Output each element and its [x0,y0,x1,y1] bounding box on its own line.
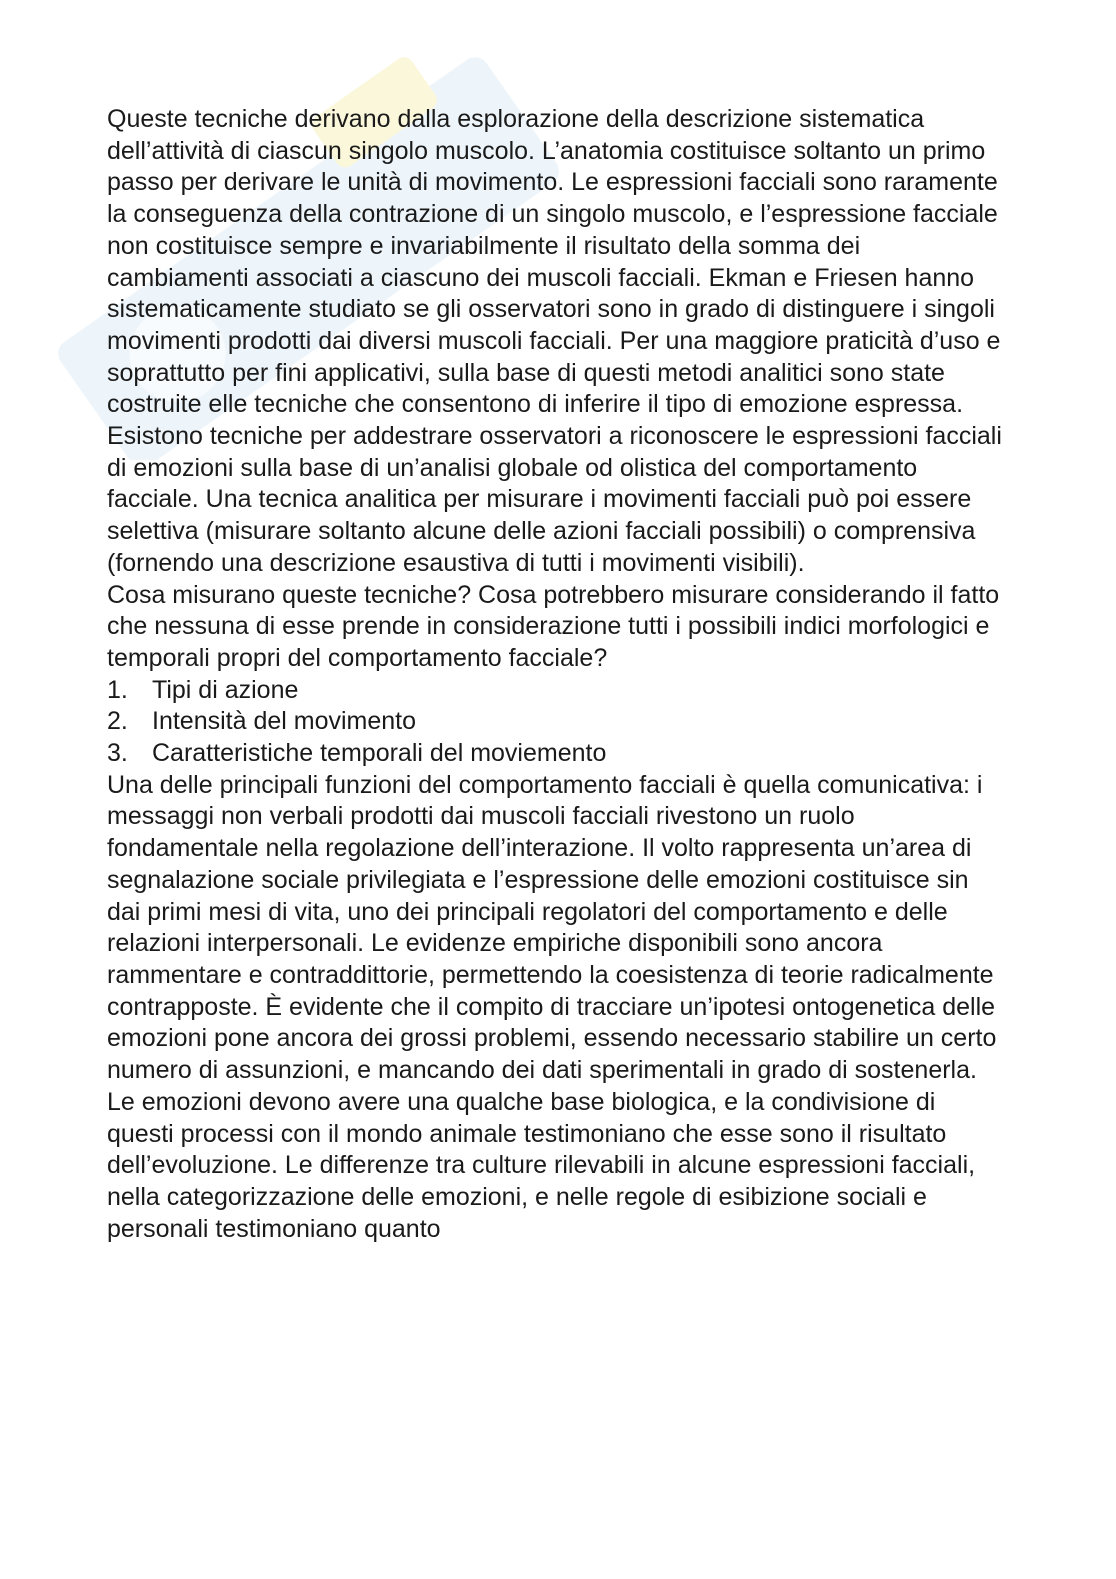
paragraph-biological-basis: Le emozioni devono avere una qualche base biologica, e la condivisione di questi processi con il mondo animale testimoniano che esse sono il risultato dell’evoluzione. Le differenze tra culture rilevabili in alcune espressioni facciali, nella categorizzazione delle emozioni, e nelle regole di esibizione sociali e personali testimoniano quanto [107,1087,976,1243]
list-item-text: Intensità del movimento [152,707,417,736]
list-item-number: 2. [107,707,128,736]
document-page [107,104,1007,1245]
paragraph-facial-techniques: Queste tecniche derivano dalla esplorazione della descrizione sistematica dell’attività di ciascun singolo muscolo. L’anatomia costituisce soltanto un primo passo per derivare le unità di movimento. Le espressioni facciali sono raramente la conseguenza della contrazione di un singolo muscolo, e l’espressione facciale non costituisce sempre e invariabilmente il risultato della somma dei cambiamenti associati a ciascuno dei muscoli facciali. Ekman e Friesen hanno sistematicamente studiato se gli osservatori sono in grado di distinguere i singoli movimenti prodotti dai diversi muscoli facciali. Per una maggiore praticità d’uso e soprattutto per fini applicativi, sulla base di questi metodi analitici sono state costruite elle tecniche che consentono di inferire il tipo di emozione espressa. Esistono tecniche per addestrare osservatori a riconoscere le espressioni facciali di emozioni sulla base di un’analisi globale od olistica del comportamento facciale. Una tecnica analitica per misurare i movimenti facciali può poi essere selettiva (misurare soltanto alcune delle azioni facciali possibili) o comprensiva (fornendo una descrizione esaustiva di tutti i movimenti visibili). [107,105,1002,577]
list-item-text: Caratteristiche temporali del moviemento [152,739,607,768]
list-item-number: 1. [107,675,128,704]
numbered-list [107,675,1007,770]
list-item [107,675,1007,707]
list-item-number: 3. [107,739,128,768]
list-item [107,706,1007,738]
paragraph-communicative-function: Una delle principali funzioni del comportamento facciali è quella comunicativa: i messaggi non verbali prodotti dai muscoli facciali rivestono un ruolo fondamentale nella regolazione dell’interazione. Il volto rappresenta un’area di segnalazione sociale privilegiata e l’espressione delle emozioni costituisce sin dai primi mesi di vita, uno dei principali regolatori del comportamento e delle relazioni interpersonali. Le evidenze empiriche disponibili sono ancora rammentare e contraddittorie, permettendo la coesistenza di teorie radicalmente contrapposte. È evidente che il compito di tracciare un’ipotesi ontogenetica delle emozioni pone ancora dei grossi problemi, essendo necessario stabilire un certo numero di assunzioni, e mancando dei dati sperimentali in grado di sostenerla. [107,770,997,1085]
list-item-text: Tipi di azione [152,675,299,704]
list-item [107,738,1007,770]
paragraph-measurement-question: Cosa misurano queste tecniche? Cosa potrebbero misurare considerando il fatto che nessuna di esse prende in considerazione tutti i possibili indici morfologici e temporali propri del comportamento facciale? [107,580,1000,672]
